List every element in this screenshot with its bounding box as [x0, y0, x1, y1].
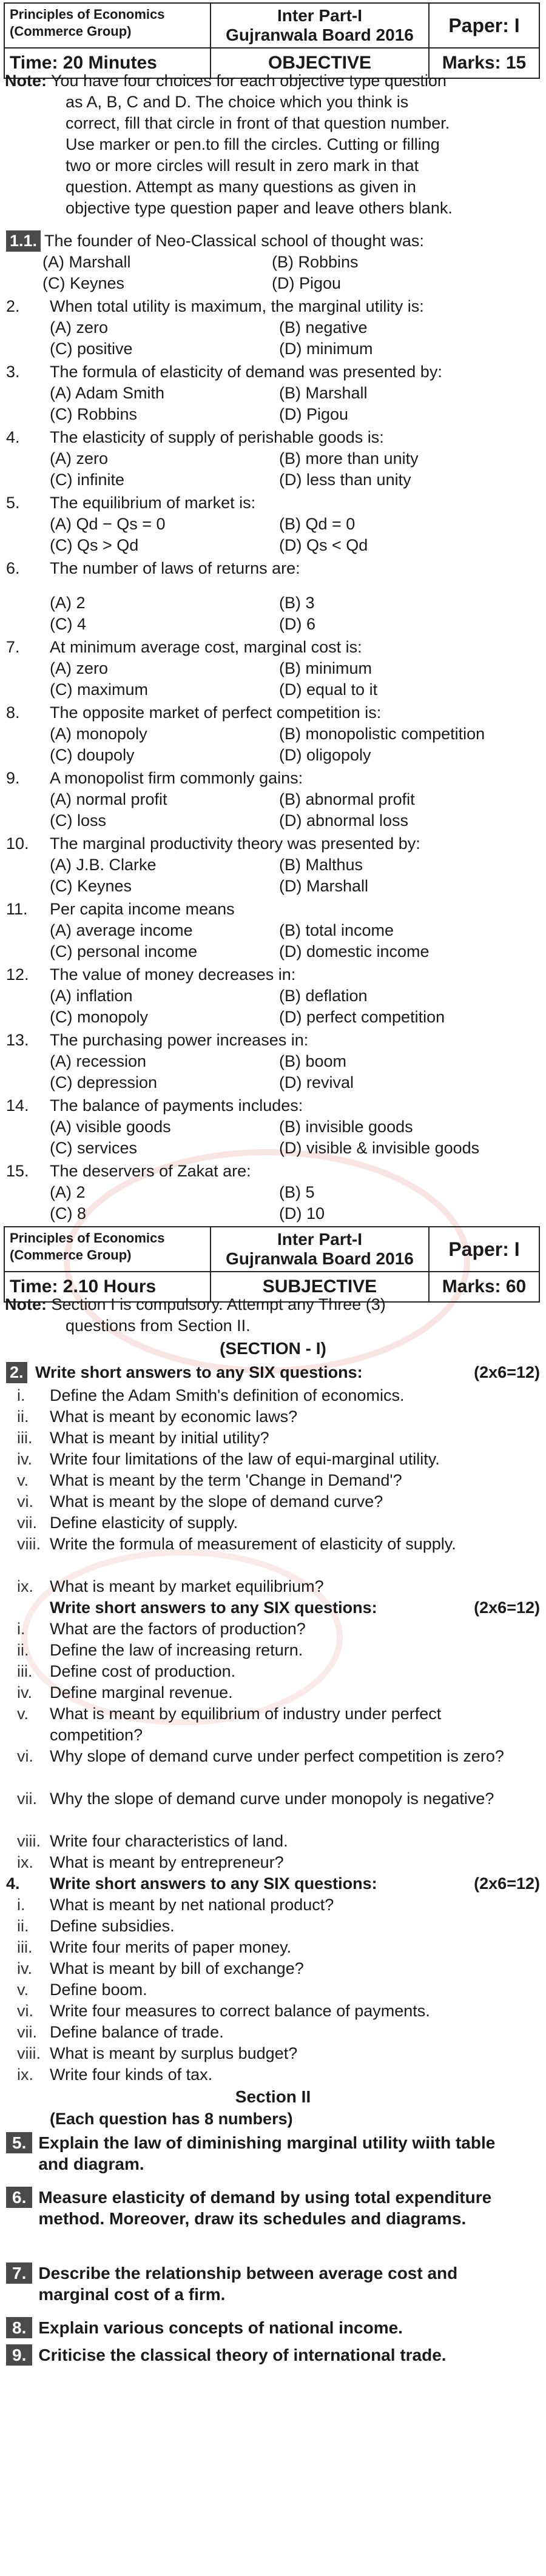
q3-item-text: Why the slope of demand curve under monopoly is negative?	[50, 1789, 494, 1808]
obj-paper: Paper: I	[448, 14, 520, 36]
q3-item-text: Why slope of demand curve under perfect competition is zero?	[50, 1747, 504, 1765]
q4-item	[6, 1894, 540, 1916]
q4-item	[6, 2022, 540, 2043]
q3-item-num: vi.	[17, 1747, 33, 1765]
mcq-option: (D) Marshall	[279, 877, 369, 895]
mcq-option: (B) more than unity	[279, 449, 419, 468]
q3-item	[6, 1703, 540, 1746]
mcq-number: 13.	[6, 1031, 29, 1049]
mcq-option: (A) visible goods	[50, 1118, 171, 1136]
mcq-number: 6.	[6, 559, 20, 577]
q2-item	[6, 1512, 540, 1534]
mcq-option: (A) Qd − Qs = 0	[50, 515, 166, 533]
mcq-option: (A) 2	[50, 594, 86, 612]
q2-item-num: iii.	[17, 1429, 33, 1447]
mcq-number: 10.	[6, 834, 29, 853]
mcq-question	[6, 833, 540, 897]
mcq-option: (A) Marshall	[42, 253, 131, 271]
q4-item-num: vii.	[17, 2023, 37, 2041]
q3-heading-text: Write short answers to any SIX questions:	[50, 1598, 377, 1617]
mcq-number: 15.	[6, 1162, 29, 1180]
mcq-number: 8.	[6, 703, 20, 722]
q4-item-num: v.	[17, 1981, 29, 1999]
q3-item-num: ix.	[17, 1853, 33, 1871]
mcq-option: (A) inflation	[50, 987, 133, 1005]
q3-item	[6, 1618, 540, 1640]
mcq-question	[6, 361, 540, 425]
q3-item-text: Write four characteristics of land.	[50, 1832, 288, 1850]
obj-note-line: objective type question paper and leave others blank.	[66, 199, 453, 217]
subj-paper: Paper: I	[448, 1238, 520, 1260]
mcq-question	[6, 427, 540, 491]
q2-item	[6, 1427, 540, 1449]
mcq-question	[6, 1161, 540, 1224]
q4-marks: (2x6=12)	[474, 1874, 540, 1893]
q3-item-num: iv.	[17, 1683, 32, 1702]
q3-item-text: What is meant by entrepreneur?	[50, 1853, 284, 1871]
long-question	[6, 2132, 540, 2175]
subj-note-line1: Section I is compulsory. Attempt any Three (3)	[51, 1295, 386, 1313]
subj-class-line2: Gujranwala Board 2016	[226, 1249, 414, 1268]
q2-item-text: What is meant by the slope of demand curve?	[50, 1492, 383, 1511]
q4-item-text: What is meant by surplus budget?	[50, 2044, 298, 2062]
q4-item-text: Define balance of trade.	[50, 2023, 224, 2041]
q4-item-num: i.	[17, 1896, 25, 1914]
mcq-option: (B) 3	[279, 594, 315, 612]
mcq-option: (C) personal income	[50, 942, 198, 961]
q2-item	[6, 1385, 540, 1406]
mcq-option: (D) perfect competition	[279, 1008, 445, 1026]
q3-item-text: What is meant by equilibrium of industry under perfect competition?	[50, 1705, 442, 1744]
obj-note-line: as A, B, C and D. The choice which you think is	[66, 93, 409, 111]
mcq-number: 3.	[6, 363, 20, 381]
q4-item-text: Write four kinds of tax.	[50, 2065, 213, 2084]
mcq-option: (B) minimum	[279, 659, 372, 677]
q4-item-num: iii.	[17, 1938, 33, 1956]
q2-item-text: Define the Adam Smith's definition of economics.	[50, 1386, 405, 1404]
mcq-text: The founder of Neo-Classical school of thought was:	[44, 232, 424, 250]
q2-item	[6, 1470, 540, 1491]
mcq-question	[6, 1030, 540, 1093]
mcq-option: (C) maximum	[50, 680, 148, 699]
q3-item-text: What are the factors of production?	[50, 1620, 306, 1638]
q4-item	[6, 1958, 540, 1979]
q4-item-text: Define subsidies.	[50, 1917, 175, 1935]
mcq-option: (D) domestic income	[279, 942, 430, 961]
subj-subject-line1: Principles of Economics	[10, 1230, 165, 1246]
q2-item	[6, 1491, 540, 1512]
mcq-number: 12.	[6, 965, 29, 984]
q3-heading	[6, 1597, 540, 1618]
obj-subject-line1: Principles of Economics	[10, 7, 165, 22]
q4-item-num: viii.	[17, 2044, 41, 2062]
mcq-text: A monopolist firm commonly gains:	[50, 769, 303, 787]
mcq-option: (B) total income	[279, 921, 394, 939]
q4-item	[6, 2043, 540, 2064]
q3-item-num: v.	[17, 1705, 29, 1723]
q4-item-num: iv.	[17, 1959, 32, 1977]
objective-note	[5, 70, 539, 219]
mcq-option: (A) zero	[50, 318, 109, 337]
q2-item-text: Write four limitations of the law of equi-marginal utility.	[50, 1450, 440, 1468]
mcq-text: The value of money decreases in:	[50, 965, 296, 984]
long-question	[6, 2344, 540, 2366]
mcq-text: The equilibrium of market is:	[50, 494, 256, 512]
q2-marks: (2x6=12)	[474, 1363, 540, 1381]
mcq-number: 1.1.	[6, 230, 41, 252]
long-question-text: Measure elasticity of demand by using total expenditure method. Moreover, draw its schedules and diagrams.	[38, 2188, 492, 2228]
subj-type: SUBJECTIVE	[211, 1272, 430, 1301]
mcq-question	[6, 230, 540, 294]
long-question-number: 9.	[6, 2344, 32, 2366]
mcq-option: (D) minimum	[279, 340, 373, 358]
mcq-option: (A) recession	[50, 1052, 147, 1070]
mcq-number: 11.	[6, 900, 28, 918]
q2-item	[6, 1406, 540, 1427]
mcq-option: (C) 8	[50, 1204, 86, 1223]
long-question-text: Explain the law of diminishing marginal utility wiith table and diagram.	[38, 2133, 496, 2173]
long-question	[6, 2262, 540, 2305]
mcq-number: 2.	[6, 297, 20, 315]
q3-item-num: iii.	[17, 1662, 33, 1680]
mcq-option: (B) deflation	[279, 987, 368, 1005]
q4-item	[6, 1916, 540, 1937]
q3-item	[6, 1831, 540, 1852]
q2-item-text: Define elasticity of supply.	[50, 1514, 238, 1532]
mcq-option: (B) 5	[279, 1183, 315, 1201]
long-question-text: Explain various concepts of national income.	[38, 2318, 403, 2337]
q2-item-text: What is meant by market equilibrium?	[50, 1577, 324, 1595]
subj-marks: Marks: 60	[442, 1276, 527, 1296]
obj-marks: Marks: 15	[442, 53, 527, 73]
mcq-number: 14.	[6, 1096, 29, 1115]
mcq-option: (D) equal to it	[279, 680, 378, 699]
q3-item	[6, 1788, 540, 1810]
mcq-option: (C) monopoly	[50, 1008, 149, 1026]
long-question-text: Criticise the classical theory of international trade.	[38, 2346, 447, 2364]
q2-item-text: What is meant by the term 'Change in Demand'?	[50, 1471, 402, 1489]
mcq-option: (D) revival	[279, 1073, 354, 1092]
mcq-option: (C) 4	[50, 615, 86, 633]
mcq-text: The marginal productivity theory was presented by:	[50, 834, 420, 853]
mcq-option: (A) 2	[50, 1183, 86, 1201]
q4-item	[6, 2064, 540, 2085]
obj-note-line: Use marker or pen.to fill the circles. Cutting or filling	[66, 135, 440, 153]
section-2-title: Section II	[235, 2087, 311, 2106]
q3-item-text: Define the law of increasing return.	[50, 1641, 303, 1659]
q4-item-text: Write four merits of paper money.	[50, 1938, 292, 1956]
mcq-text: The purchasing power increases in:	[50, 1031, 309, 1049]
q3-item	[6, 1746, 540, 1767]
obj-type: OBJECTIVE	[211, 49, 430, 78]
mcq-option: (D) less than unity	[279, 471, 411, 489]
mcq-option: (D) 10	[279, 1204, 325, 1223]
q3-item	[6, 1640, 540, 1661]
mcq-text: The number of laws of returns are:	[50, 559, 300, 577]
mcq-option: (C) infinite	[50, 471, 125, 489]
q2-item-num: ii.	[17, 1407, 29, 1426]
subj-note-label: Note:	[5, 1295, 47, 1313]
mcq-text: The elasticity of supply of perishable goods is:	[50, 428, 384, 446]
mcq-option: (D) 6	[279, 615, 315, 633]
q3-item-num: i.	[17, 1620, 25, 1638]
q3-item-num: viii.	[17, 1832, 41, 1850]
obj-note-line: question. Attempt as many questions as given in	[66, 178, 416, 196]
mcq-option: (C) depression	[50, 1073, 158, 1092]
mcq-option: (B) invisible goods	[279, 1118, 413, 1136]
q4-item-text: Define boom.	[50, 1981, 147, 1999]
mcq-option: (C) Qs > Qd	[50, 536, 139, 554]
mcq-question	[6, 492, 540, 556]
mcq-option: (C) doupoly	[50, 746, 135, 764]
mcq-option: (D) Pigou	[272, 274, 342, 292]
mcq-option: (A) zero	[50, 659, 109, 677]
long-question	[6, 2317, 540, 2338]
q4-item	[6, 1979, 540, 2001]
q3-item	[6, 1682, 540, 1703]
q3-item-num: vii.	[17, 1789, 37, 1808]
q4-item-text: Write four measures to correct balance of payments.	[50, 2002, 430, 2020]
q2-item-num: v.	[17, 1471, 29, 1489]
section-2-subtitle: (Each question has 8 numbers)	[50, 2110, 293, 2128]
q3-marks: (2x6=12)	[474, 1598, 540, 1617]
mcq-question	[6, 964, 540, 1028]
q2-item-text: Write the formula of measurement of elasticity of supply.	[50, 1535, 456, 1553]
mcq-option: (A) monopoly	[50, 725, 147, 743]
subj-subject-line2: (Commerce Group)	[10, 1247, 132, 1263]
objective-header	[4, 2, 540, 79]
q4-item	[6, 1937, 540, 1958]
q2-item	[6, 1534, 540, 1555]
mcq-option: (C) loss	[50, 811, 106, 830]
q4-item	[6, 2001, 540, 2022]
mcq-text: At minimum average cost, marginal cost is:	[50, 638, 362, 656]
mcq-question	[6, 768, 540, 831]
mcq-option: (B) Marshall	[279, 384, 368, 402]
mcq-question	[6, 637, 540, 700]
q2-item-text: What is meant by initial utility?	[50, 1429, 269, 1447]
q3-item-text: Define cost of production.	[50, 1662, 236, 1680]
mcq-option: (C) services	[50, 1139, 138, 1157]
mcq-text: The deservers of Zakat are:	[50, 1162, 251, 1180]
q3-item-num: ii.	[17, 1641, 29, 1659]
q3-item	[6, 1852, 540, 1873]
long-question-number: 7.	[6, 2262, 32, 2284]
q4-item-num: ix.	[17, 2065, 33, 2084]
obj-note-line: two or more circles will result in zero mark in that	[66, 156, 419, 175]
mcq-option: (B) negative	[279, 318, 368, 337]
mcq-question	[6, 702, 540, 766]
mcq-text: The formula of elasticity of demand was presented by:	[50, 363, 442, 381]
q2-item-text: What is meant by economic laws?	[50, 1407, 298, 1426]
mcq-question	[6, 296, 540, 360]
mcq-option: (B) monopolistic competition	[279, 725, 485, 743]
mcq-option: (D) visible & invisible goods	[279, 1139, 480, 1157]
mcq-option: (D) Qs < Qd	[279, 536, 368, 554]
mcq-text: Per capita income means	[50, 900, 235, 918]
q4-item-text: What is meant by net national product?	[50, 1896, 334, 1914]
mcq-option: (A) average income	[50, 921, 193, 939]
mcq-option: (D) oligopoly	[279, 746, 371, 764]
mcq-option: (A) J.B. Clarke	[50, 856, 157, 874]
obj-subject-line2: (Commerce Group)	[10, 24, 132, 39]
obj-time: Time: 20 Minutes	[5, 49, 211, 78]
long-question-number: 8.	[6, 2317, 32, 2338]
mcq-question	[6, 1095, 540, 1159]
mcq-option: (B) Qd = 0	[279, 515, 356, 533]
subj-time: Time: 2.10 Hours	[5, 1272, 211, 1301]
q2-heading	[6, 1362, 540, 1383]
q4-item-text: What is meant by bill of exchange?	[50, 1959, 304, 1977]
mcq-option: (A) zero	[50, 449, 109, 468]
q2-item	[6, 1576, 540, 1597]
subjective-note	[5, 1294, 539, 1337]
mcq-option: (C) Keynes	[50, 877, 132, 895]
mcq-option: (D) Pigou	[279, 405, 349, 423]
mcq-option: (B) Robbins	[272, 253, 359, 271]
q2-item-num: ix.	[17, 1577, 33, 1595]
obj-class-line2: Gujranwala Board 2016	[226, 25, 414, 44]
mcq-option: (C) positive	[50, 340, 133, 358]
q2-heading-text: Write short answers to any SIX questions:	[35, 1363, 363, 1381]
mcq-number: 5.	[6, 494, 20, 512]
subjective-header	[4, 1226, 540, 1303]
long-question	[6, 2187, 540, 2229]
q3-item-text: Define marginal revenue.	[50, 1683, 233, 1702]
mcq-text: When total utility is maximum, the marginal utility is:	[50, 297, 424, 315]
long-question-number: 6.	[6, 2187, 32, 2208]
q4-item-num: vi.	[17, 2002, 33, 2020]
obj-note-line1: You have four choices for each objective type question	[51, 72, 447, 90]
mcq-option: (B) abnormal profit	[279, 790, 415, 808]
q2-item	[6, 1449, 540, 1470]
q2-item-num: i.	[17, 1386, 25, 1404]
mcq-option: (D) abnormal loss	[279, 811, 409, 830]
q2-number: 2.	[6, 1362, 27, 1383]
mcq-option: (C) Robbins	[50, 405, 138, 423]
subj-note-line2: questions from Section II.	[66, 1317, 251, 1335]
obj-note-label: Note:	[5, 72, 47, 90]
mcq-number: 7.	[6, 638, 20, 656]
mcq-option: (B) boom	[279, 1052, 347, 1070]
q2-item-num: iv.	[17, 1450, 32, 1468]
obj-note-line: correct, fill that circle in front of that question number.	[66, 114, 450, 132]
long-question-number: 5.	[6, 2132, 32, 2153]
q4-heading-text: Write short answers to any SIX questions:	[50, 1874, 377, 1893]
q2-item-num: vii.	[17, 1514, 37, 1532]
mcq-question	[6, 558, 540, 635]
section-1-title: (SECTION - I)	[220, 1339, 326, 1358]
mcq-question	[6, 899, 540, 962]
mcq-option: (B) Malthus	[279, 856, 363, 874]
obj-class-line1: Inter Part-I	[277, 6, 363, 25]
mcq-option: (C) Keynes	[42, 274, 125, 292]
mcq-option: (A) Adam Smith	[50, 384, 165, 402]
q3-item	[6, 1661, 540, 1682]
q4-number: 4.	[6, 1874, 20, 1893]
q2-item-num: vi.	[17, 1492, 33, 1511]
q2-item-num: viii.	[17, 1535, 41, 1553]
q4-item-num: ii.	[17, 1917, 29, 1935]
mcq-number: 4.	[6, 428, 20, 446]
mcq-option: (A) normal profit	[50, 790, 167, 808]
mcq-text: The opposite market of perfect competition is:	[50, 703, 382, 722]
q4-heading	[6, 1873, 540, 1894]
mcq-text: The balance of payments includes:	[50, 1096, 303, 1115]
mcq-number: 9.	[6, 769, 20, 787]
subj-class-line1: Inter Part-I	[277, 1230, 363, 1249]
long-question-text: Describe the relationship between average cost and marginal cost of a firm.	[38, 2264, 458, 2304]
